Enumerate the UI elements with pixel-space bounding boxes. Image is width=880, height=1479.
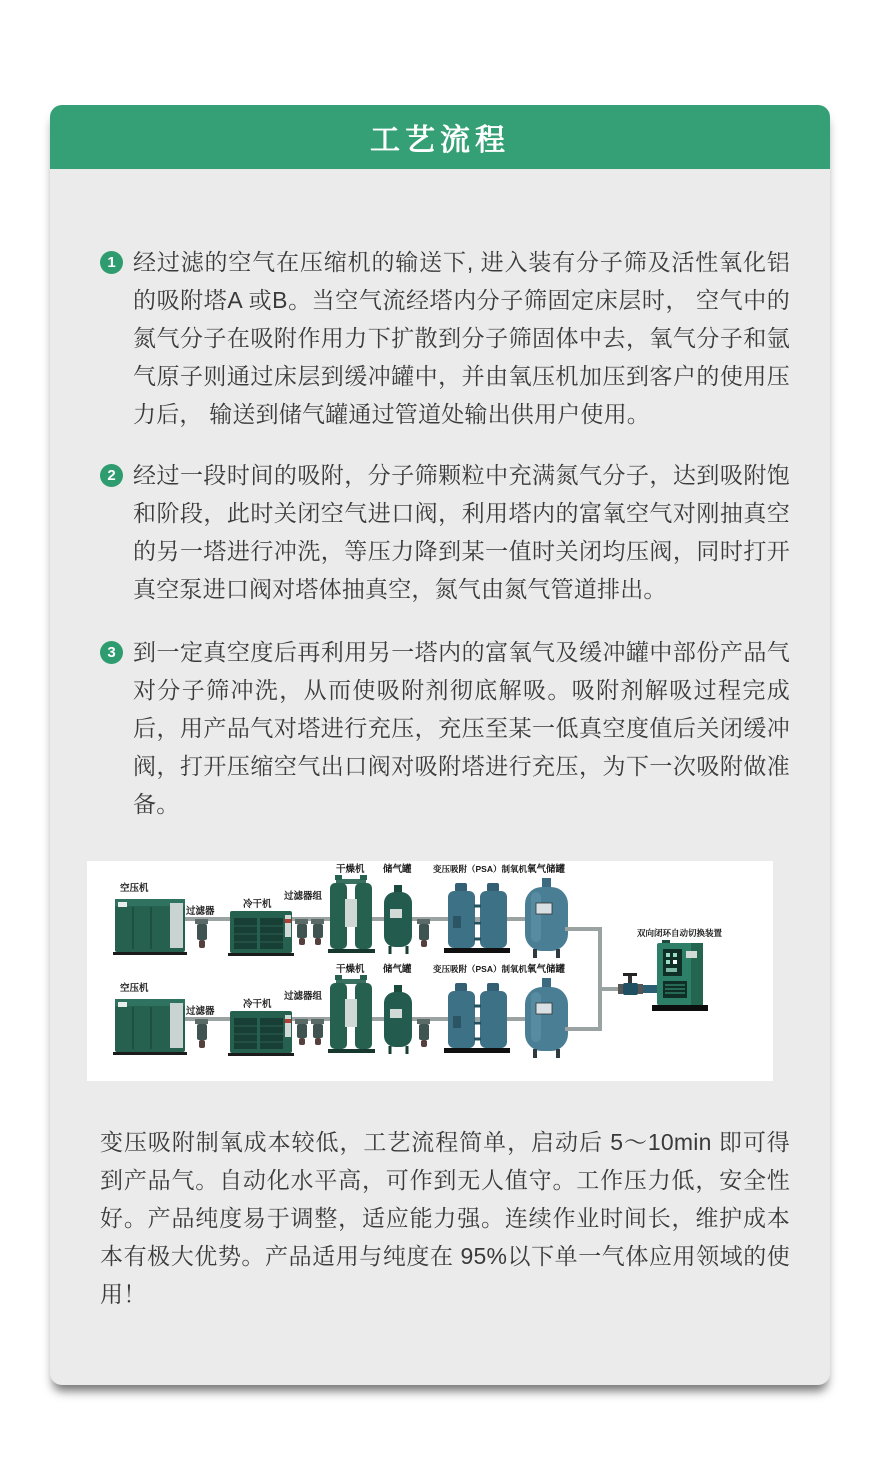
process-flow-diagram-svg [87,861,773,1081]
label-filter: 过滤器 [186,906,215,917]
air-compressor-illustration [113,899,187,955]
air-tank-illustration [384,985,412,1054]
label-dryer: 干燥机 [336,964,365,975]
process-diagram [87,861,773,1081]
o2-tank-illustration [525,878,568,958]
connecting-pipes [565,927,659,1031]
line-filter-illustration [417,1019,430,1047]
line-filter-illustration [417,919,430,947]
label-o2-tank: 氧气储罐 [527,964,566,975]
summary-text: 变压吸附制氧成本较低，工艺流程简单，启动后 5～10min 即可得到产品气。自动化水平高，可作到无人值守。工作压力低，安全性好。产品纯度易于调整，适应能力强。连续作业时间长，维护成本本有极大优势。产品适用与纯度在 95%以下单一气体应用领域的使用！ [100,1129,790,1307]
label-switching-device: 双向闭环自动切换装置 [637,928,723,938]
step-item-3 [100,633,790,823]
label-o2-tank: 氧气储罐 [527,864,566,875]
filter-illustration [195,919,208,948]
label-filter: 过滤器 [186,1006,215,1017]
label-air-compressor: 空压机 [120,983,149,994]
label-refrigerated-dryer: 冷干机 [243,899,272,910]
label-filter-group: 过滤器组 [284,991,323,1002]
air-compressor-illustration [113,999,187,1055]
step-text: 到一定真空度后再利用另一塔内的富氧气及缓冲罐中部份产品气对分子筛冲洗，从而使吸附剂彻底解吸。吸附剂解吸过程完成后，用产品气对塔进行充压，充压至某一低真空度值后关闭缓冲阀，打开压缩空气出口阀对吸附塔进行充压，为下一次吸附做准备。 [133,639,790,817]
page-title: 工艺流程 [370,124,510,157]
filter-group-illustration [295,1019,324,1045]
label-refrigerated-dryer: 冷干机 [243,999,272,1010]
process-card [50,105,830,1385]
step-item-2 [100,456,790,608]
step-text: 经过一段时间的吸附，分子筛颗粒中充满氮气分子，达到吸附饱和阶段，此时关闭空气进口阀，利用塔内的富氧空气对刚抽真空的另一塔进行冲洗，等压力降到某一值时关闭均压阀，同时打开真空泵进口阀对塔体抽真空，氮气由氮气管道排出。 [133,462,790,602]
refrigerated-dryer-illustration [228,911,294,956]
step-text: 经过滤的空气在压缩机的输送下, 进入装有分子筛及活性氧化铝的吸附塔A 或B。当空气流经塔内分子筛固定床层时， 空气中的氮气分子在吸附作用力下扩散到分子筛固体中去，氧气分子和氩气原子则通过床层到缓冲罐中，并由氧压机加压到客户的使用压力后， 输送到储气罐通过管道处输出供用户使用。 [133,249,790,427]
label-filter-group: 过滤器组 [284,891,323,902]
step-number-badge: 2 [100,464,123,487]
label-psa: 变压吸附（PSA）制氧机 [433,864,527,874]
filter-group-illustration [295,919,324,945]
diagram-row-1 [113,863,568,958]
step-number-badge: 3 [100,641,123,664]
label-air-compressor: 空压机 [120,883,149,894]
diagram-row-2 [113,963,568,1058]
valve-illustration [618,973,659,995]
adsorption-dryer-illustration [328,875,375,953]
refrigerated-dryer-illustration [228,1011,294,1056]
step-item-1 [100,243,790,433]
filter-illustration [195,1019,208,1048]
label-psa: 变压吸附（PSA）制氧机 [433,964,527,974]
card-header [50,105,830,169]
label-air-tank: 储气罐 [383,964,412,975]
step-number-badge: 1 [100,251,123,274]
label-air-tank: 储气罐 [383,864,412,875]
adsorption-dryer-illustration [328,975,375,1053]
air-tank-illustration [384,885,412,954]
o2-tank-illustration [525,978,568,1058]
label-dryer: 干燥机 [336,864,365,875]
card-body [50,243,830,1313]
switching-device-illustration [652,940,708,1011]
